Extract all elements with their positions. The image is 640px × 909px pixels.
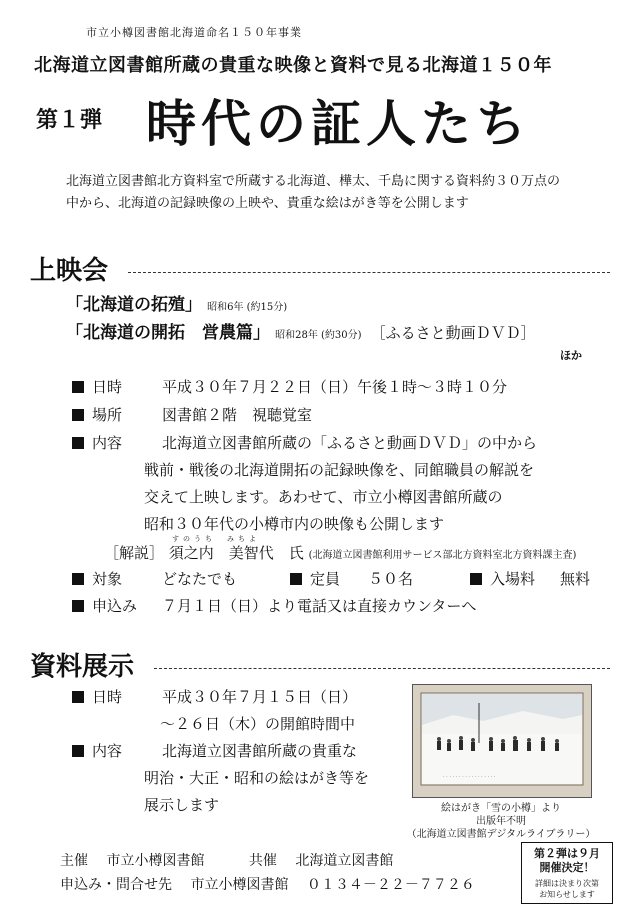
screening-title: 上映会 [30,256,109,286]
heading-divider [128,272,610,273]
film-title: 「北海道の拓殖」 [66,295,202,315]
host-label: 主催 [60,853,88,869]
host-value: 市立小樽図書館 [106,853,205,869]
film-1 [66,290,287,315]
volume-label: 第１弾 [36,107,103,133]
caption-line: （北海道立図書館デジタルライブラリー） [406,829,596,840]
row-label: 日時 [92,688,123,706]
screening-place-row [72,404,312,425]
content-continuation: 戦前・戦後の北海道開拓の記録映像を、同館職員の解説を [144,461,535,479]
content-continuation: 展示します [144,796,220,814]
notice-line: 第２弾は９月 [534,847,600,860]
exhibition-content-row [72,740,357,761]
row-label: 日時 [92,378,123,396]
row-label: 申込み [92,597,138,615]
commentary-row [104,542,576,563]
content-continuation: 交えて上映します。あわせて、市立小樽図書館所蔵の [144,488,503,506]
commentary-affiliation: (北海道立図書館利用サービス部北方資料室北方資料課主査) [308,550,577,561]
capacity-item [290,568,413,589]
film-2 [66,318,536,343]
content-continuation: 明治・大正・昭和の絵はがき等を [144,769,370,787]
intro-line: 北海道立図書館北方資料室で所蔵する北海道、樺太、千島に関する資料約３０万点の [66,174,561,189]
row-label: 内容 [92,434,123,452]
host-row [60,850,393,870]
film-series: ［ふるさと動画ＤＶＤ］ [370,324,536,342]
square-bullet-icon [72,409,84,421]
postcard-caption [405,802,597,841]
main-title: 時代の証人たち [146,94,531,153]
svg-text:· · · · · · · · · · · · · · ·: · · · · · · · · · · · · · · · · · [443,774,496,780]
screening-date-row [72,376,507,397]
subtitle: 北海道立図書館所蔵の貴重な映像と資料で見る北海道１５０年 [34,55,552,76]
next-event-notice [521,842,613,904]
row-label: 入場料 [490,570,536,588]
content-continuation: 昭和３０年代の小樽市内の映像も公開します [144,515,445,533]
heading-divider [154,668,610,669]
phone-number: ０１３４－２２－７７２６ [306,877,475,893]
row-value: 北海道立図書館所蔵の貴重な [162,742,358,760]
row-value: ７月１日（日）より電話又は直接カウンターへ [162,597,477,615]
row-value: どなたでも [162,570,238,588]
commentary-label: ［解説］ [104,544,165,562]
contact-org: 市立小樽図書館 [190,877,289,893]
screening-heading [30,250,610,290]
others-label: ほか [560,349,582,362]
square-bullet-icon [72,437,84,449]
square-bullet-icon [72,381,84,393]
notice-line: 開催決定！ [539,861,595,874]
intro-line: 中から、北海道の記録映像の上映や、貴重な絵はがき等を公開します [66,196,469,211]
exhibition-date-row [72,686,357,707]
row-label: 対象 [92,570,123,588]
film-title: 「北海道の開拓 営農篇」 [66,323,270,343]
snow-scene-illustration [413,685,591,797]
square-bullet-icon [290,573,302,585]
row-value: 無料 [560,570,591,588]
fee-item [470,568,590,589]
target-item [72,568,237,589]
intro-text [66,171,626,215]
exhibition-heading [30,646,610,686]
date-continuation: ～２６日（木）の開館時間中 [160,715,356,733]
postcard-image [412,684,592,798]
cohost-value: 北海道立図書館 [295,853,394,869]
row-value: 平成３０年７月１５日（日） [162,688,358,706]
film-note: 昭和6年 (約15分) [207,302,288,313]
screening-content-row [72,432,537,453]
square-bullet-icon [470,573,482,585]
row-value: 図書館２階 視聴覚室 [162,406,313,424]
row-value: 北海道立図書館所蔵の「ふるさと動画ＤＶＤ」の中から [162,434,538,452]
apply-row [72,595,476,616]
caption-line: 絵はがき「雪の小樽」より [441,803,561,814]
row-value: ５０名 [368,570,414,588]
square-bullet-icon [72,600,84,612]
organizer-line: 市立小樽図書館北海道命名１５０年事業 [86,26,302,39]
film-note: 昭和28年 (約30分) [275,330,362,341]
caption-line: 出版年不明 [476,816,526,827]
square-bullet-icon [72,745,84,757]
row-label: 場所 [92,406,123,424]
exhibition-title: 資料展示 [30,652,135,682]
square-bullet-icon [72,573,84,585]
contact-row [60,874,475,894]
name-ruby: すのうち みちよ [172,535,260,543]
row-label: 内容 [92,742,123,760]
commentary-name: 須之内 美智代 氏 [168,544,304,562]
square-bullet-icon [72,691,84,703]
contact-label: 申込み・問合せ先 [60,877,172,893]
row-value: 平成３０年７月２２日（日）午後１時～３時１０分 [162,378,508,396]
cohost-label: 共催 [248,853,277,869]
notice-line: お知らせします [539,890,595,899]
notice-line: 詳細は決まり次第 [535,879,599,888]
row-label: 定員 [310,570,341,588]
